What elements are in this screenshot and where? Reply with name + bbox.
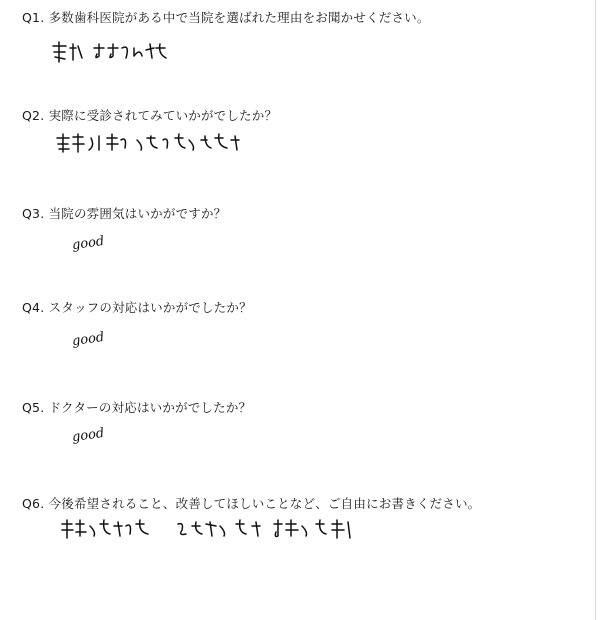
answer-1-strokes — [50, 40, 170, 64]
question-1-text: 多数歯科医院がある中で当院を選ばれた理由をお聞かせください。 — [48, 10, 430, 25]
question-5-text: ドクターの対応はいかがでしたか？ — [48, 400, 252, 415]
answer-4: good — [71, 329, 106, 350]
question-6-label: Q6. — [22, 496, 45, 511]
question-3-text: 当院の雰囲気はいかがですか？ — [48, 206, 227, 221]
question-2 — [22, 106, 277, 124]
question-1-label: Q1. — [22, 10, 45, 25]
question-4 — [22, 298, 252, 316]
question-1 — [22, 8, 430, 26]
answer-3: good — [71, 233, 106, 254]
answer-6-handwriting — [60, 518, 360, 542]
question-3 — [22, 204, 226, 222]
question-4-label: Q4. — [22, 300, 45, 315]
page-edge-line — [595, 0, 596, 620]
question-5-label: Q5. — [22, 400, 45, 415]
answer-2-strokes — [55, 132, 245, 154]
question-3-label: Q3. — [22, 206, 45, 221]
question-6 — [22, 494, 480, 512]
answer-5: good — [71, 425, 106, 446]
answer-6-strokes — [60, 518, 360, 542]
question-5 — [22, 398, 251, 416]
question-2-label: Q2. — [22, 108, 45, 123]
answer-2-handwriting — [55, 132, 245, 154]
question-6-text: 今後希望されること、改善してほしいことなど、ご自由にお書きください。 — [48, 496, 481, 511]
question-4-text: スタッフの対応はいかがでしたか？ — [48, 300, 252, 315]
question-2-text: 実際に受診されてみていかがでしたか？ — [48, 108, 278, 123]
answer-1-handwriting — [50, 40, 170, 64]
